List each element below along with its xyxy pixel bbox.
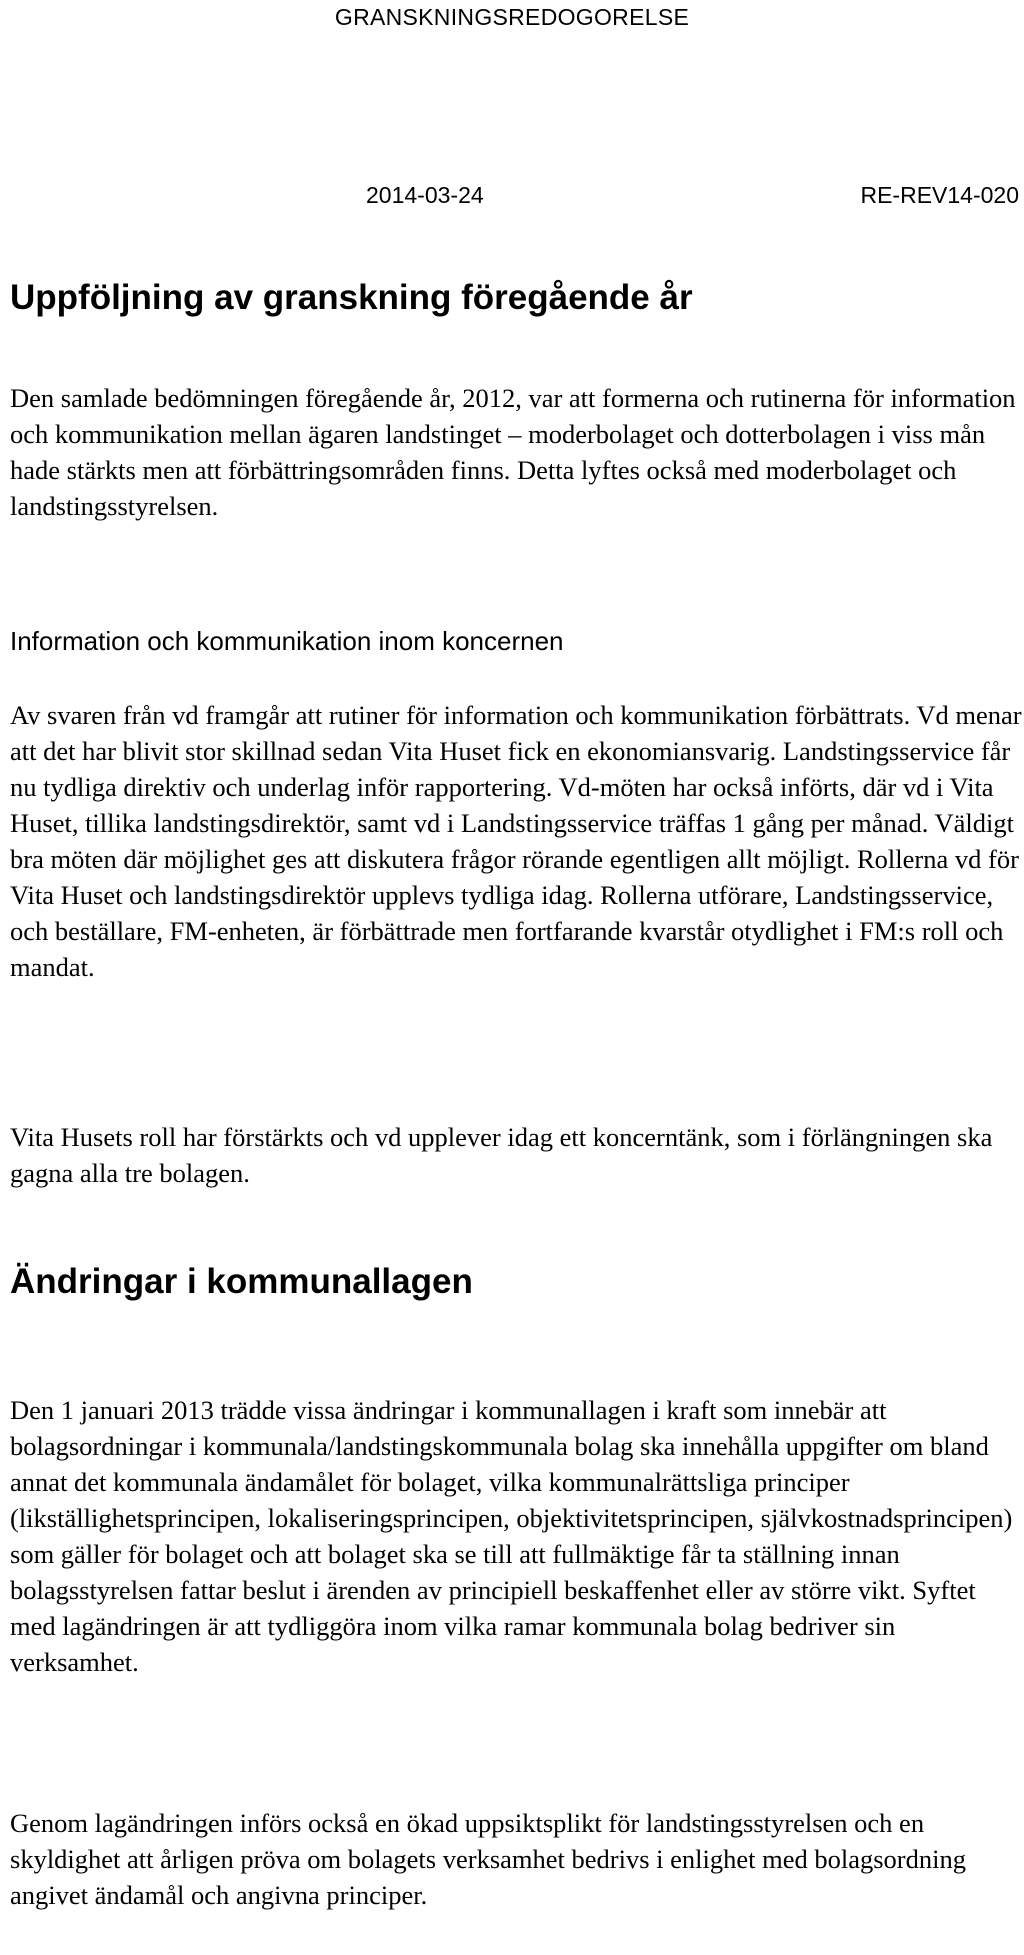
document-date: 2014-03-24 (366, 182, 484, 208)
paragraph-law-changes-1: Den 1 januari 2013 trädde vissa ändringar i kommunallagen i kraft som innebär att bolagsordningar i kommunala/landstingskommunala bolag ska innehålla uppgifter om bland annat det kommunala ändamålet för bolaget, vilka kommunalrättsliga principer (likställighetsprincipen, lokaliseringsprincipen, objektivitetsprincipen, självkostnadsprincipen) som gäller för bolaget och att bolaget ska se till att fullmäktige får ta ställning innan bolagsstyrelsen fattar beslut i ärenden av principiell beskaffenhet eller av större vikt. Syftet med lagändringen är att tydliggöra inom vilka ramar kommunala bolag bedriver sin verksamhet. (10, 1395, 1013, 1677)
heading-law-changes: Ändringar i kommunallagen (10, 1262, 473, 1301)
heading-information: Information och kommunikation inom koncernen (10, 626, 564, 656)
heading-followup: Uppföljning av granskning föregående år (10, 278, 693, 317)
paragraph-law-changes-2: Genom lagändringen införs också en ökad uppsiktsplikt för landstingsstyrelsen och en skyldighet att årligen pröva om bolagets verksamhet bedrivs i enlighet med bolagsordning angivet ändamål och angivna principer. (10, 1808, 966, 1910)
document-reference: RE-REV14-020 (860, 182, 1019, 208)
paragraph-information-2: Vita Husets roll har förstärkts och vd upplever idag ett koncerntänk, som i förlängningen ska gagna alla tre bolagen. (10, 1122, 993, 1188)
paragraph-information-1: Av svaren från vd framgår att rutiner för information och kommunikation förbättrats. Vd menar att det har blivit stor skillnad sedan Vita Huset fick en ekonomiansvarig. Landstingsservice får nu tydliga direktiv och underlag inför rapportering. Vd-möten har också införts, där vd i Vita Huset, tillika landstingsdirektör, samt vd i Landstingsservice träffas 1 gång per månad. Väldigt bra möten där möjlighet ges att diskutera frågor rörande egentligen allt möjligt. Rollerna vd för Vita Huset och landstingsdirektör upplevs tydliga idag. Rollerna utförare, Landstingsservice, och beställare, FM-enheten, är förbättrade men fortfarande kvarstår otydlighet i FM:s roll och mandat. (10, 700, 1022, 982)
paragraph-followup: Den samlade bedömningen föregående år, 2012, var att formerna och rutinerna för information och kommunikation mellan ägaren landstinget – moderbolaget och dotterbolagen i viss mån hade stärkts men att förbättringsområden finns. Detta lyftes också med moderbolaget och landstingsstyrelsen. (10, 383, 1016, 521)
document-type: GRANSKNINGSREDOGORELSE (334, 4, 690, 30)
